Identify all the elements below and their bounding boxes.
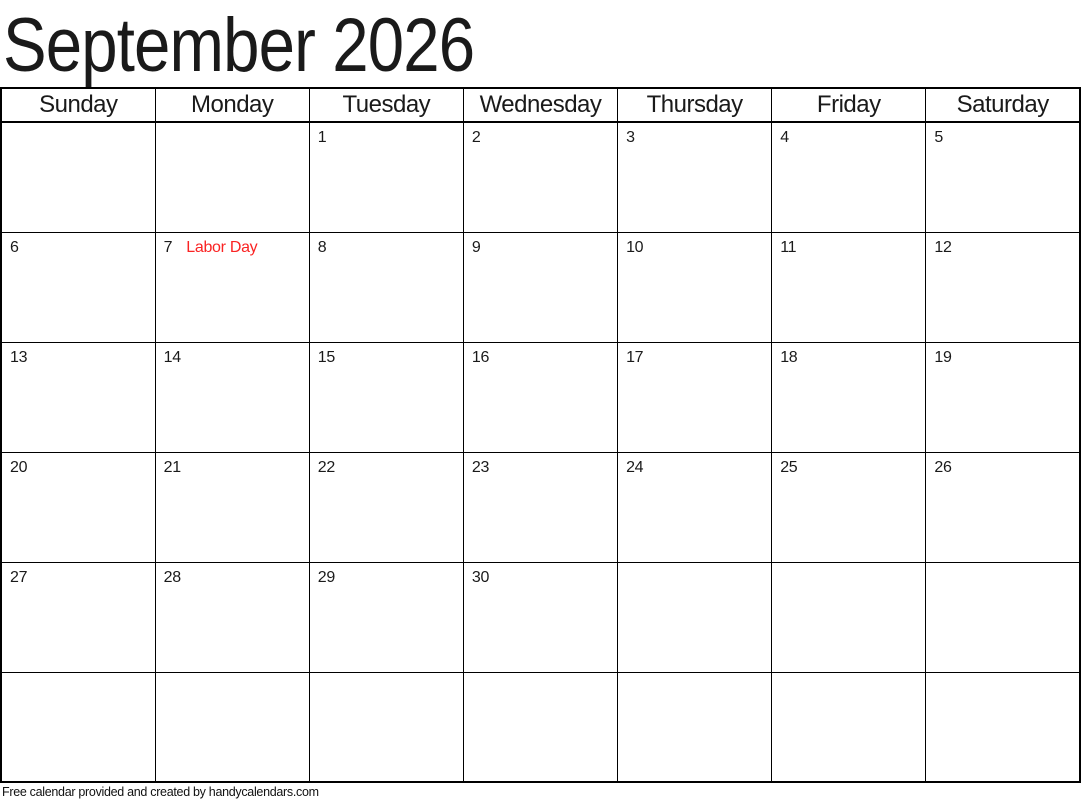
weekday-header-monday: Monday — [155, 88, 309, 122]
day-cell — [463, 672, 617, 782]
day-cell — [463, 122, 617, 232]
week-row — [1, 342, 1080, 452]
day-number: 26 — [934, 458, 952, 476]
weekday-header-friday: Friday — [772, 88, 926, 122]
day-cell — [309, 672, 463, 782]
day-number: 10 — [626, 238, 644, 256]
day-cell — [1, 452, 155, 562]
day-number: 16 — [471, 348, 490, 366]
calendar-title: September 2026 — [3, 3, 475, 88]
day-number: 20 — [10, 458, 28, 476]
day-number: 29 — [317, 568, 335, 586]
day-cell — [155, 672, 309, 782]
holiday-label: Labor Day — [186, 238, 258, 256]
day-cell — [926, 122, 1080, 232]
day-cell — [618, 232, 772, 342]
day-cell — [309, 232, 463, 342]
day-cell — [1, 672, 155, 782]
week-row — [1, 562, 1080, 672]
day-number: 24 — [626, 458, 644, 476]
day-cell — [309, 562, 463, 672]
day-cell — [926, 562, 1080, 672]
week-row — [1, 672, 1080, 782]
day-cell — [926, 672, 1080, 782]
footer-credit: Free calendar provided and created by handycalendars.com — [2, 785, 319, 799]
day-number: 1 — [317, 129, 327, 146]
weekday-header — [1, 88, 1080, 122]
day-number: 14 — [163, 348, 181, 366]
day-cell — [618, 672, 772, 782]
day-cell — [309, 342, 463, 452]
day-cell — [618, 342, 772, 452]
week-row — [1, 122, 1080, 232]
day-number: 18 — [780, 348, 798, 366]
day-cell — [155, 232, 309, 342]
calendar-body — [1, 122, 1080, 782]
day-number: 22 — [317, 458, 335, 476]
weekday-header-wednesday: Wednesday — [463, 88, 617, 122]
day-cell — [1, 232, 155, 342]
day-cell — [463, 232, 617, 342]
day-number: 2 — [471, 129, 481, 146]
day-number: 4 — [780, 129, 789, 146]
day-number: 11 — [780, 238, 797, 256]
weekday-header-saturday: Saturday — [926, 88, 1080, 122]
day-number: 7 — [163, 238, 173, 256]
day-number: 5 — [934, 129, 943, 146]
day-number: 21 — [163, 458, 181, 476]
day-number: 28 — [163, 568, 181, 586]
day-cell — [1, 122, 155, 232]
day-cell — [772, 452, 926, 562]
day-number: 19 — [934, 348, 952, 366]
day-number: 27 — [10, 568, 28, 586]
day-number: 6 — [10, 238, 19, 256]
day-cell — [155, 452, 309, 562]
day-number: 17 — [626, 348, 644, 366]
day-cell — [155, 562, 309, 672]
day-cell — [772, 232, 926, 342]
day-cell — [463, 342, 617, 452]
day-cell — [1, 342, 155, 452]
day-cell — [155, 342, 309, 452]
day-number: 12 — [934, 238, 952, 256]
day-cell — [463, 562, 617, 672]
day-cell — [926, 232, 1080, 342]
weekday-header-sunday: Sunday — [1, 88, 155, 122]
day-number: 25 — [780, 458, 798, 476]
week-row — [1, 452, 1080, 562]
day-number: 3 — [626, 129, 635, 146]
day-number: 30 — [471, 568, 490, 586]
day-number: 13 — [10, 348, 28, 366]
day-cell — [926, 342, 1080, 452]
calendar-grid — [0, 87, 1081, 783]
week-row — [1, 232, 1080, 342]
day-cell — [618, 562, 772, 672]
day-cell — [618, 452, 772, 562]
day-cell — [309, 122, 463, 232]
day-cell — [926, 452, 1080, 562]
day-cell — [772, 122, 926, 232]
day-cell — [772, 342, 926, 452]
day-number: 8 — [317, 238, 327, 256]
day-number: 15 — [317, 348, 335, 366]
day-cell — [463, 452, 617, 562]
weekday-header-thursday: Thursday — [618, 88, 772, 122]
day-number: 9 — [471, 238, 481, 256]
day-cell — [618, 122, 772, 232]
day-number: 23 — [471, 458, 490, 476]
weekday-header-row — [1, 88, 1080, 122]
day-cell — [772, 562, 926, 672]
day-cell — [309, 452, 463, 562]
day-cell — [1, 562, 155, 672]
day-cell — [772, 672, 926, 782]
day-cell — [155, 122, 309, 232]
weekday-header-tuesday: Tuesday — [309, 88, 463, 122]
